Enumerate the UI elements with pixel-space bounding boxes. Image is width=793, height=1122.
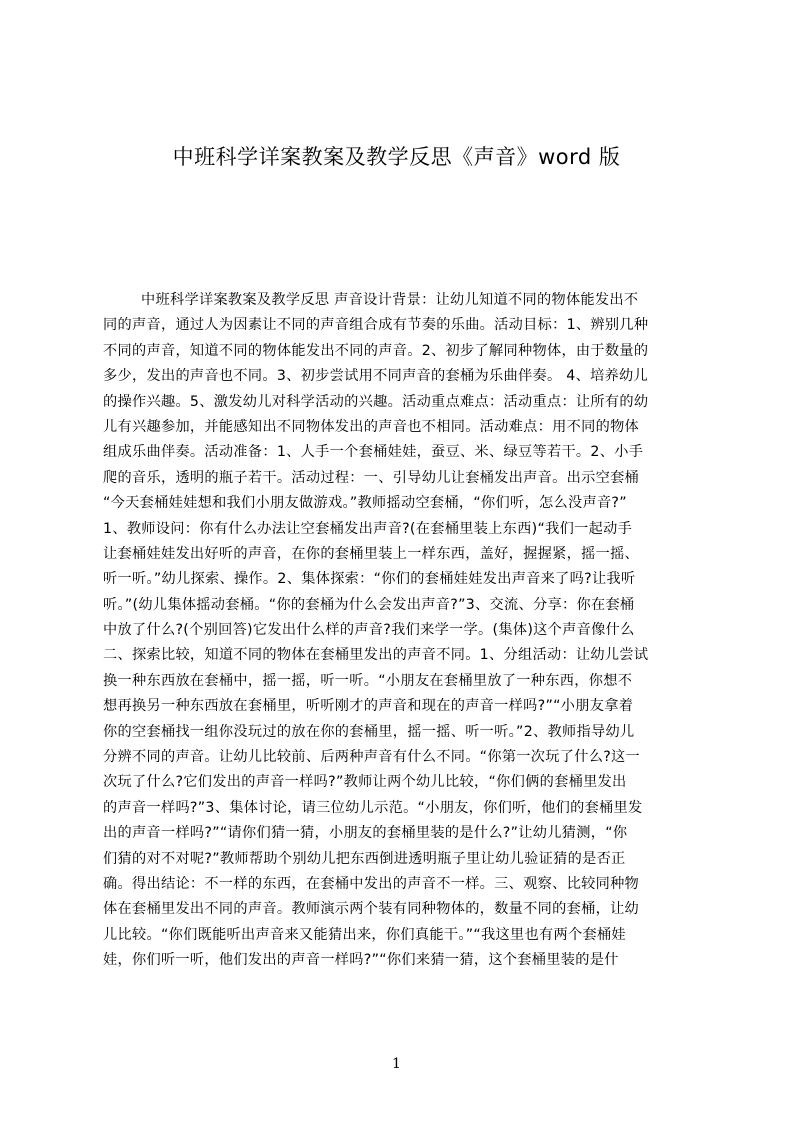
- body-line: 组成乐曲伴奏。活动准备：1、人手一个套桶娃娃，蚕豆、米、绿豆等若干。2、小手: [103, 444, 644, 461]
- body-line: 多少，发出的声音也不同。3、初步尝试用不同声音的套桶为乐曲伴奏。 4、培养幼儿: [103, 368, 649, 385]
- body-line: 同的声音，通过人为因素让不同的声音组合成有节奏的乐曲。活动目标：1、辨别几种: [103, 317, 649, 334]
- body-line: 儿比较。“你们既能听出声音来又能猜出来，你们真能干。”“我这里也有两个套桶娃: [103, 926, 626, 943]
- body-line: 听一听。”幼儿探索、操作。2、集体探索：“你们的套桶娃娃发出声音来了吗?让我听: [103, 571, 636, 588]
- body-line: 二、探索比较，知道不同的物体在套桶里发出的声音不同。1、分组活动：让幼儿尝试: [103, 647, 649, 664]
- body-line: 次玩了什么?它们发出的声音一样吗?”教师让两个幼儿比较，“你们俩的套桶里发出: [103, 774, 627, 791]
- body-line: 分辨不同的声音。让幼儿比较前、后两种声音有什么不同。“你第一次玩了什么?这一: [103, 749, 641, 766]
- body-line: 换一种东西放在套桶中，摇一摇，听一听。“小朋友在套桶里放了一种东西，你想不: [103, 672, 633, 689]
- body-line: 儿有兴趣参加，并能感知出不同物体发出的声音也不相同。活动难点：用不同的物体: [103, 418, 640, 435]
- body-line: 听。”(幼儿集体摇动套桶。“你的套桶为什么会发出声音?”3、交流、分享：你在套桶: [103, 596, 635, 613]
- document-title: 中班科学详案教案及教学反思《声音》word 版: [172, 145, 621, 169]
- body-line: 们猜的对不对呢?”教师帮助个别幼儿把东西倒进透明瓶子里让幼儿验证猜的是否正: [103, 850, 626, 867]
- page-number: 1: [392, 1056, 401, 1072]
- body-line: 的操作兴趣。5、激发幼儿对科学活动的兴趣。活动重点难点：活动重点：让所有的幼: [103, 393, 649, 410]
- body-line: 爬的音乐，透明的瓶子若干。活动过程：一、引导幼儿让套桶发出声音。出示空套桶: [103, 469, 640, 486]
- body-line: 你的空套桶找一组你没玩过的放在你的套桶里，摇一摇、听一听。”2、教师指导幼儿: [103, 723, 635, 740]
- body-line: 1、教师设问：你有什么办法让空套桶发出声音?(在套桶里装上东西)“我们一起动手: [103, 520, 633, 537]
- body-line: 娃，你们听一听，他们发出的声音一样吗?”“你们来猜一猜，这个套桶里装的是什: [103, 952, 619, 969]
- body-line: 确。得出结论：不一样的东西，在套桶中发出的声音不一样。三、观察、比较同种物: [103, 875, 640, 892]
- body-line: 中班科学详案教案及教学反思 声音设计背景：让幼儿知道不同的物体能发出不: [141, 292, 639, 308]
- body-text: [103, 288, 698, 1008]
- body-line: 让套桶娃娃发出好听的声音，在你的套桶里装上一样东西，盖好，握握紧，摇一摇、: [103, 545, 640, 562]
- body-line: 体在套桶里发出不同的声音。教师演示两个装有同种物体的，数量不同的套桶，让幼: [103, 901, 640, 918]
- body-line: 的声音一样吗?”3、集体讨论，请三位幼儿示范。“小朋友，你们听，他们的套桶里发: [103, 799, 643, 816]
- body-line: 出的声音一样吗?”“请你们猜一猜，小朋友的套桶里装的是什么?”让幼儿猜测，“你: [103, 825, 628, 842]
- body-line: 想再换另一种东西放在套桶里，听听刚才的声音和现在的声音一样吗?”“小朋友拿着: [103, 698, 634, 715]
- body-line: 不同的声音，知道不同的物体能发出不同的声音。2、初步了解同种物体，由于数量的: [103, 342, 649, 359]
- body-line: 中放了什么?(个别回答)它发出什么样的声音?我们来学一学。(集体)这个声音像什么: [103, 622, 635, 639]
- body-line: “今天套桶娃娃想和我们小朋友做游戏。”教师摇动空套桶，“你们听，怎么没声音?”: [103, 495, 627, 512]
